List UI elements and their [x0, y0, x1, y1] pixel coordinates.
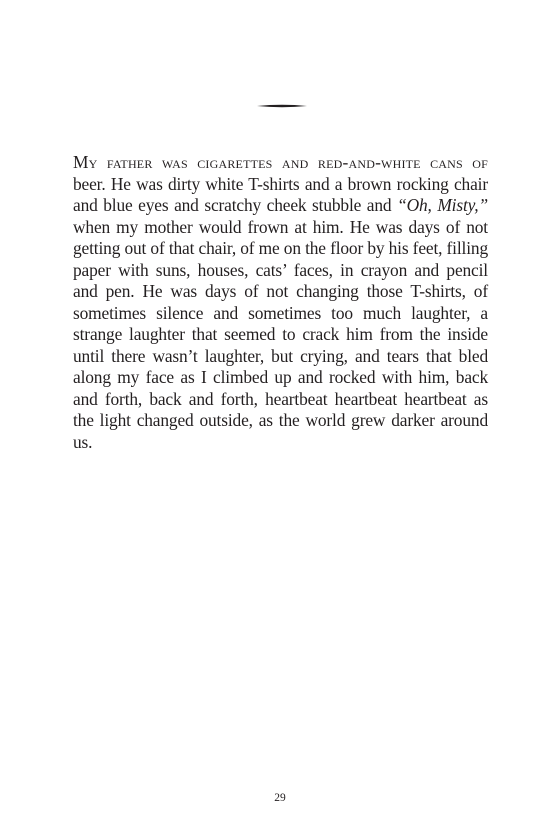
page-number: 29	[274, 792, 286, 804]
paragraph-text-1: beer. He was dirty white T-shirts and a brown rocking chair and blue eyes and scratchy cheek stubble and	[73, 173, 488, 215]
section-divider-ornament	[257, 103, 307, 109]
paragraph-quote: “Oh, Misty,”	[397, 195, 488, 215]
body-paragraph	[73, 152, 488, 453]
paragraph-lead-smallcaps: My father was cigarettes and red-and-white cans of	[73, 152, 488, 172]
paragraph-text-2: when my mother would frown at him. He was days of not getting out of that chair, of me on the floor by his feet, filling paper with suns, houses, cats’ faces, in crayon and pencil and pen. He was days of not changing those T-shirts, of sometimes silence and sometimes too much laughter, a strange laughter that seemed to crack him from the inside until there wasn’t laughter, but crying, and tears that bled along my face as I climbed up and rocked with him, back and forth, back and forth, heartbeat heartbeat heartbeat as the light changed outside, as the world grew darker around us.	[73, 216, 488, 452]
